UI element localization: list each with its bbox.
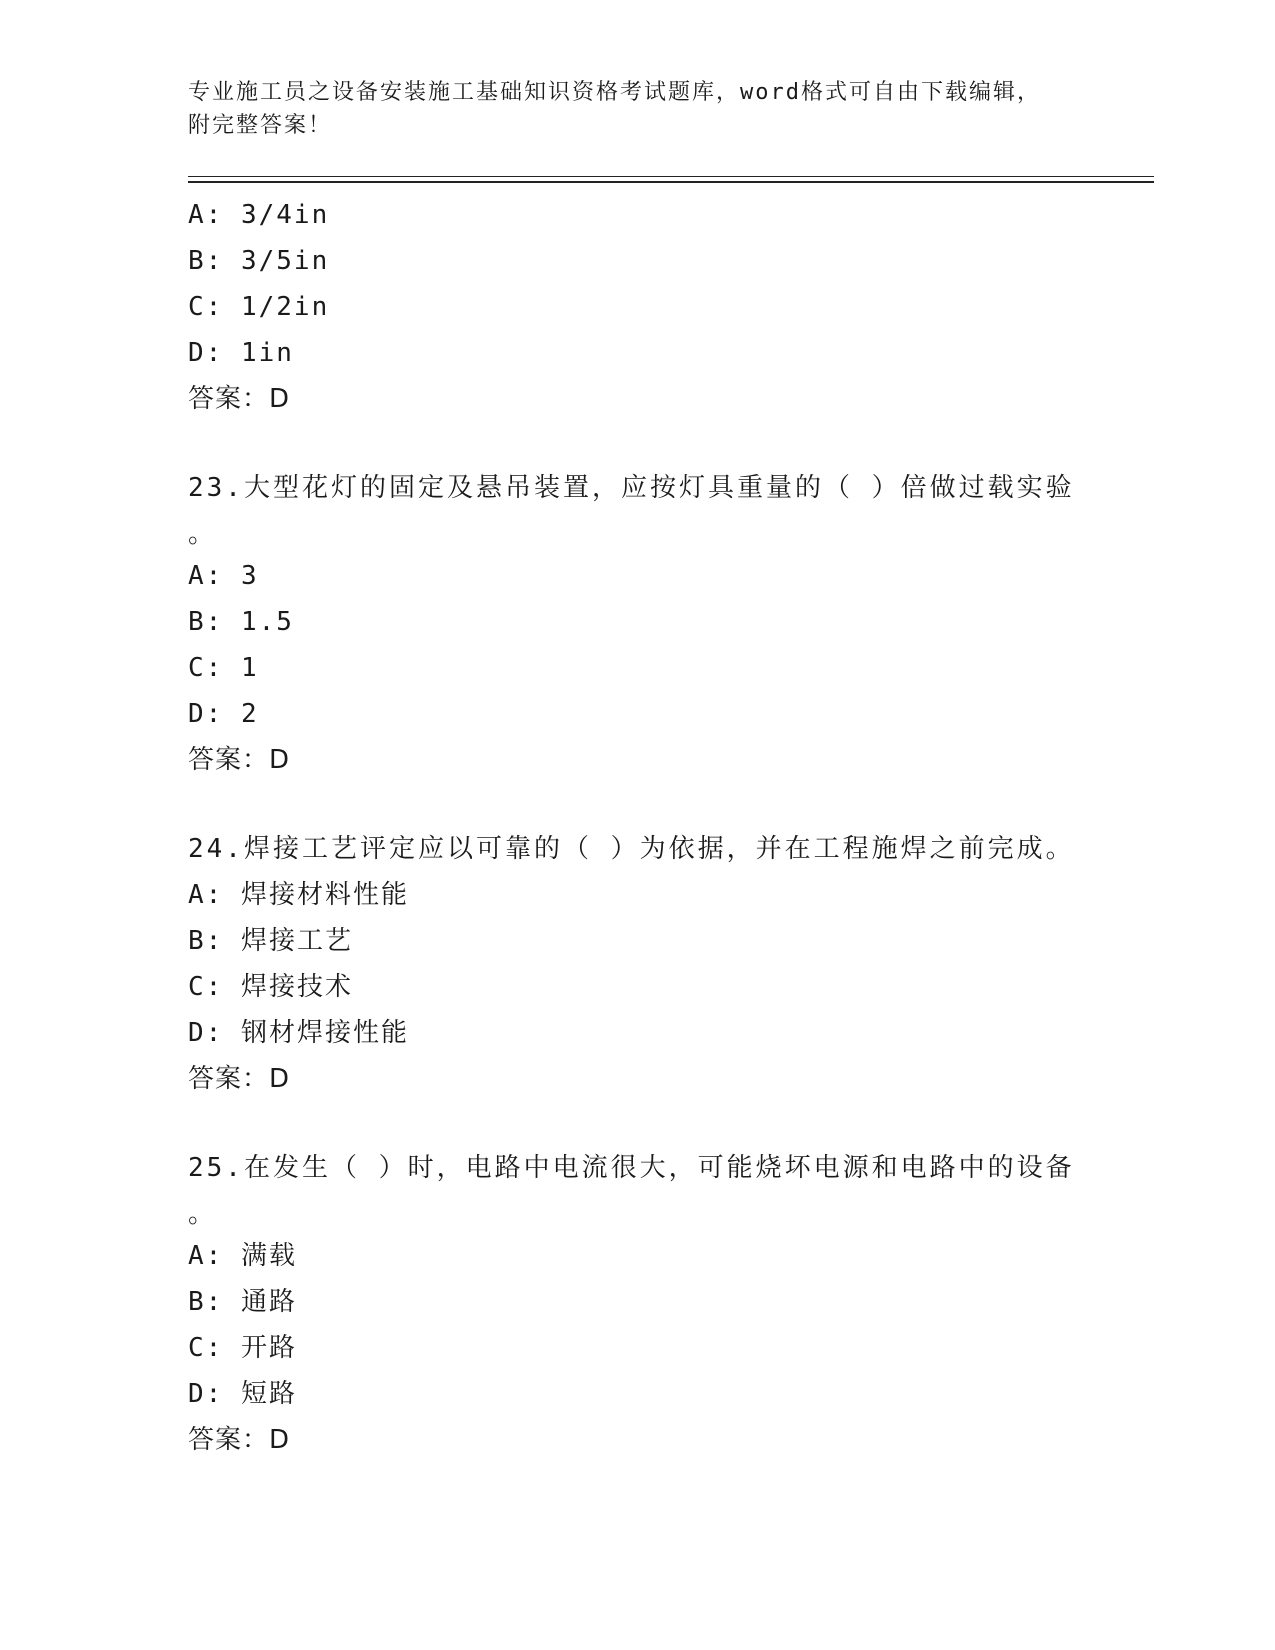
option-d: D: 2 (188, 699, 259, 729)
option-b: B: 通路 (188, 1287, 297, 1317)
option-c: C: 开路 (188, 1333, 297, 1363)
question-list (188, 192, 1088, 1463)
question-stem: 24.焊接工艺评定应以可靠的（ ）为依据，并在工程施焊之前完成。 (188, 834, 1075, 864)
answer: 答案：D (188, 745, 291, 775)
header-divider-top (188, 176, 1154, 177)
header-line-2: 附完整答案！ (188, 113, 333, 138)
option-c: C: 1/2in (188, 292, 330, 322)
option-d: D: 1in (188, 338, 294, 368)
option-a: A: 3/4in (188, 200, 330, 230)
document-header (188, 76, 1088, 142)
option-b: B: 3/5in (188, 246, 330, 276)
answer: 答案：D (188, 384, 291, 414)
answer: 答案：D (188, 1425, 291, 1455)
question-stem: 25.在发生（ ）时，电路中电流很大，可能烧坏电源和电路中的设备 (188, 1153, 1075, 1183)
option-d: D: 钢材焊接性能 (188, 1018, 409, 1048)
option-c: C: 1 (188, 653, 259, 683)
option-a: A: 焊接材料性能 (188, 880, 409, 910)
option-c: C: 焊接技术 (188, 972, 353, 1002)
option-d: D: 短路 (188, 1379, 297, 1409)
question-stem-continuation: 。 (188, 519, 215, 549)
header-divider-bottom (188, 181, 1154, 183)
option-a: A: 3 (188, 561, 259, 591)
question-22 (188, 192, 1088, 422)
question-24 (188, 826, 1088, 1102)
option-a: A: 满载 (188, 1241, 297, 1271)
option-b: B: 1.5 (188, 607, 294, 637)
option-b: B: 焊接工艺 (188, 926, 353, 956)
answer: 答案：D (188, 1064, 291, 1094)
question-25 (188, 1145, 1088, 1463)
header-line-1: 专业施工员之设备安装施工基础知识资格考试题库，word格式可自由下载编辑， (188, 80, 1041, 105)
question-stem-continuation: 。 (188, 1199, 215, 1229)
question-stem: 23.大型花灯的固定及悬吊装置，应按灯具重量的（ ）倍做过载实验 (188, 473, 1075, 503)
question-23 (188, 465, 1088, 783)
